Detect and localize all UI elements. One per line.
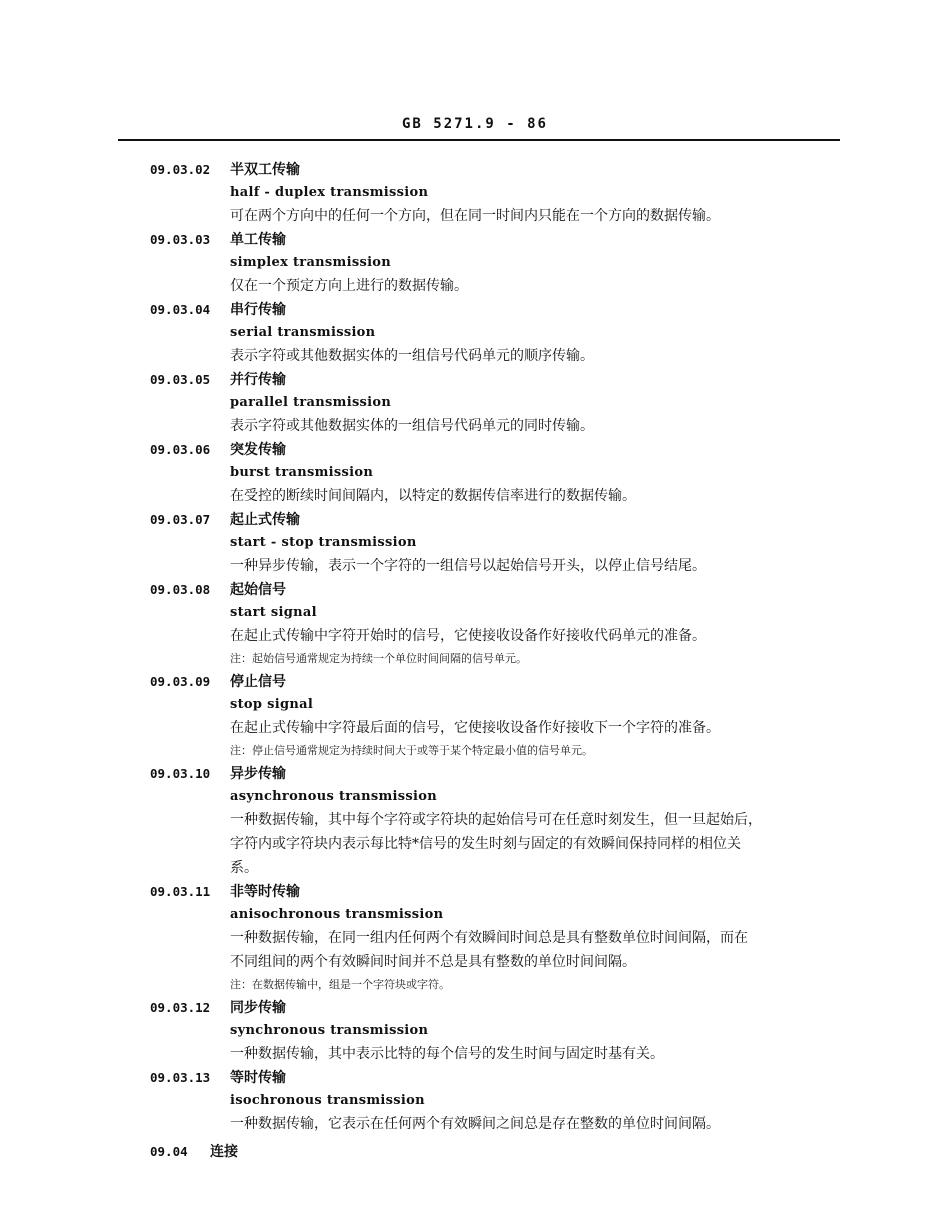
term-entry	[150, 578, 850, 670]
term-heading	[150, 158, 850, 182]
term-number: 09.03.08	[150, 582, 211, 597]
term-list	[150, 158, 850, 1164]
term-chinese: 起始信号	[230, 582, 286, 598]
term-number: 09.03.03	[150, 232, 211, 247]
term-english: anisochronous transmission	[230, 907, 444, 922]
term-number: 09.03.02	[150, 162, 211, 177]
term-heading	[150, 1066, 850, 1090]
term-heading	[150, 880, 850, 904]
term-note: 注：在数据传输中，组是一个字符块或字符。	[230, 978, 450, 991]
term-chinese: 单工传输	[230, 232, 286, 248]
term-entry	[150, 1066, 850, 1136]
term-heading	[150, 578, 850, 602]
term-entry	[150, 228, 850, 298]
term-chinese: 异步传输	[230, 766, 286, 782]
section-title: 连接	[210, 1144, 238, 1160]
term-definition: 一种数据传输，在同一组内任何两个有效瞬间时间总是具有整数单位时间间隔，而在	[230, 930, 748, 946]
term-number: 09.03.05	[150, 372, 211, 387]
term-chinese: 停止信号	[230, 674, 286, 690]
term-entry	[150, 298, 850, 368]
term-heading	[150, 670, 850, 694]
term-note: 注：停止信号通常规定为持续时间大于或等于某个特定最小值的信号单元。	[230, 744, 593, 757]
term-number: 09.03.06	[150, 442, 211, 457]
term-entry	[150, 996, 850, 1066]
term-chinese: 同步传输	[230, 1000, 286, 1016]
term-entry	[150, 158, 850, 228]
term-english: synchronous transmission	[230, 1023, 429, 1038]
term-definition: 在受控的断续时间间隔内，以特定的数据传信率进行的数据传输。	[230, 488, 636, 504]
term-entry	[150, 508, 850, 578]
term-chinese: 等时传输	[230, 1070, 286, 1086]
term-heading	[150, 438, 850, 462]
term-definition: 在起止式传输中字符开始时的信号，它使接收设备作好接收代码单元的准备。	[230, 628, 706, 644]
term-definition: 表示字符或其他数据实体的一组信号代码单元的顺序传输。	[230, 348, 594, 364]
term-english: serial transmission	[230, 325, 376, 340]
term-english: start - stop transmission	[230, 535, 417, 550]
term-number: 09.03.04	[150, 302, 211, 317]
term-number: 09.03.09	[150, 674, 211, 689]
section-number: 09.04	[150, 1144, 188, 1159]
term-heading	[150, 368, 850, 392]
term-entry	[150, 880, 850, 996]
term-english: burst transmission	[230, 465, 374, 480]
term-english: asynchronous transmission	[230, 789, 437, 804]
term-chinese: 半双工传输	[230, 162, 300, 178]
term-number: 09.03.10	[150, 766, 211, 781]
term-entry	[150, 438, 850, 508]
term-number: 09.03.07	[150, 512, 211, 527]
section-heading	[150, 1140, 850, 1164]
term-entry	[150, 762, 850, 880]
term-number: 09.03.13	[150, 1070, 211, 1085]
term-definition: 可在两个方向中的任何一个方向，但在同一时间内只能在一个方向的数据传输。	[230, 208, 720, 224]
term-heading	[150, 762, 850, 786]
term-note: 注：起始信号通常规定为持续一个单位时间间隔的信号单元。	[230, 652, 527, 665]
page-header: GB 5271.9 - 86	[401, 116, 548, 132]
term-definition: 仅在一个预定方向上进行的数据传输。	[230, 278, 468, 294]
term-entry	[150, 368, 850, 438]
term-english: stop signal	[230, 697, 314, 712]
term-english: simplex transmission	[230, 255, 392, 270]
term-heading	[150, 298, 850, 322]
term-heading	[150, 996, 850, 1020]
term-definition: 一种数据传输，它表示在任何两个有效瞬间之间总是存在整数的单位时间间隔。	[230, 1116, 720, 1132]
term-number: 09.03.12	[150, 1000, 211, 1015]
term-definition: 字符内或字符块内表示每比特*信号的发生时刻与固定的有效瞬间保持同样的相位关	[230, 836, 741, 852]
term-definition: 不同组间的两个有效瞬间时间并不总是具有整数的单位时间间隔。	[230, 954, 636, 970]
term-english: parallel transmission	[230, 395, 392, 410]
term-chinese: 突发传输	[230, 442, 286, 458]
term-number: 09.03.11	[150, 884, 211, 899]
term-entry	[150, 670, 850, 762]
term-definition: 一种数据传输，其中表示比特的每个信号的发生时间与固定时基有关。	[230, 1046, 664, 1062]
term-chinese: 起止式传输	[230, 512, 300, 528]
term-english: start signal	[230, 605, 317, 620]
term-chinese: 非等时传输	[230, 884, 300, 900]
term-heading	[150, 508, 850, 532]
term-chinese: 并行传输	[230, 372, 286, 388]
term-heading	[150, 228, 850, 252]
header-rule	[118, 139, 840, 141]
term-definition: 表示字符或其他数据实体的一组信号代码单元的同时传输。	[230, 418, 594, 434]
term-chinese: 串行传输	[230, 302, 286, 318]
term-definition: 在起止式传输中字符最后面的信号，它使接收设备作好接收下一个字符的准备。	[230, 720, 720, 736]
term-english: half - duplex transmission	[230, 185, 429, 200]
term-definition: 系。	[230, 860, 258, 876]
term-definition: 一种异步传输，表示一个字符的一组信号以起始信号开头，以停止信号结尾。	[230, 558, 706, 574]
term-definition: 一种数据传输，其中每个字符或字符块的起始信号可在任意时刻发生，但一旦起始后，	[230, 812, 762, 828]
term-english: isochronous transmission	[230, 1093, 425, 1108]
